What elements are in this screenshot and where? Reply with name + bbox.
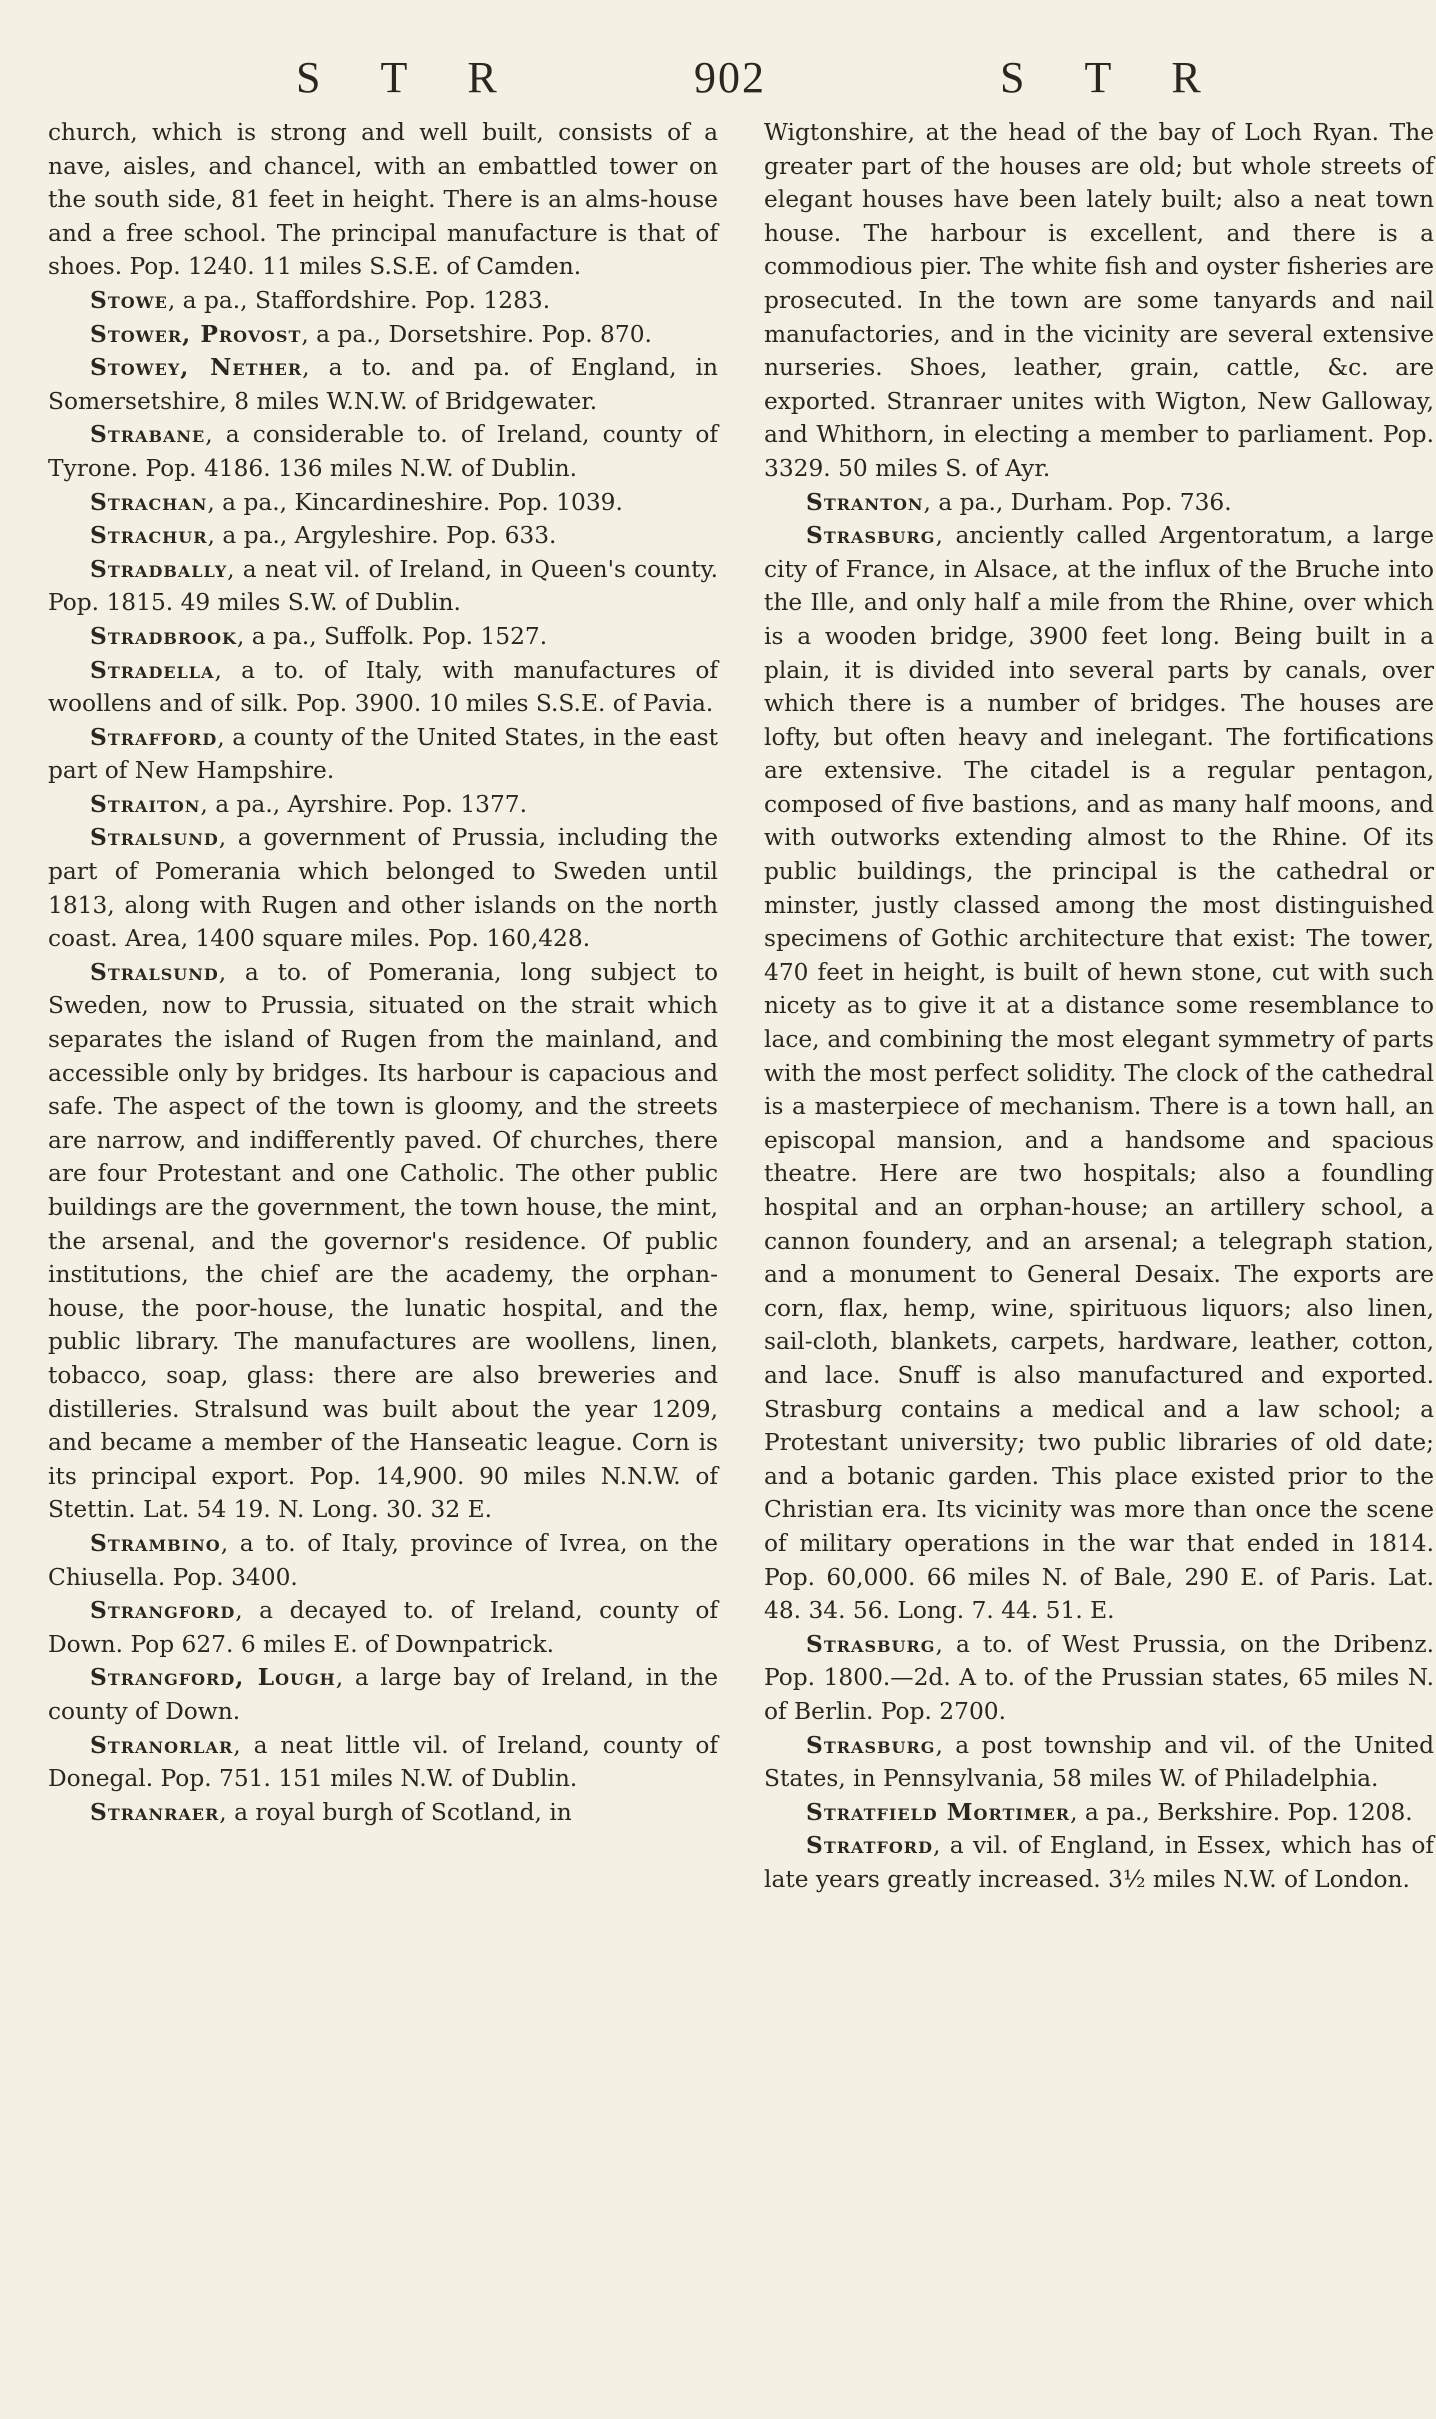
entry-headword: Strasburg — [806, 522, 936, 550]
gazetteer-entry — [48, 486, 718, 520]
gazetteer-entry — [48, 721, 718, 788]
header-letter: S — [296, 53, 323, 102]
gazetteer-entry — [48, 351, 718, 418]
gazetteer-entry — [48, 654, 718, 721]
entry-text: , a vil. of England, in Essex, which has of late years greatly increased. 3½ miles N.W. of London. — [764, 1832, 1434, 1893]
gazetteer-entry — [48, 821, 718, 955]
page-number: 902 — [694, 53, 766, 102]
entry-headword: Stratford — [806, 1832, 933, 1860]
entry-text: , a pa., Staffordshire. Pop. 1283. — [167, 286, 551, 314]
entry-headword: Stranton — [806, 488, 924, 516]
header-left-letters — [296, 52, 557, 103]
entry-headword: Stranraer — [90, 1798, 220, 1826]
entry-text: , a to. of Italy, with manufactures of woollens and of silk. Pop. 3900. 10 miles S.S.E. of Pavia. — [48, 656, 718, 718]
entry-headword: Strangford — [90, 1597, 236, 1625]
entry-text: , a royal burgh of Scotland, in — [219, 1798, 572, 1826]
entry-headword: Strasburg — [806, 1630, 936, 1658]
gazetteer-entry — [48, 418, 718, 485]
entry-headword: Stradbally — [90, 555, 228, 583]
entry-text: , a post township and vil. of the United States, in Pennsylvania, 58 miles W. of Philadelphia. — [764, 1731, 1434, 1793]
gazetteer-entry — [48, 284, 718, 318]
gazetteer-entry — [764, 116, 1434, 486]
entry-text: , a to. of Italy, province of Ivrea, on the Chiusella. Pop. 3400. — [48, 1529, 718, 1591]
entry-text: , a pa., Ayrshire. Pop. 1377. — [200, 790, 528, 818]
gazetteer-entry — [764, 486, 1434, 520]
entry-headword: Strafford — [90, 723, 218, 751]
gazetteer-entry — [48, 620, 718, 654]
gazetteer-entry — [48, 1594, 718, 1661]
gazetteer-entry — [48, 1796, 718, 1830]
gazetteer-entry — [764, 519, 1434, 1628]
entry-headword: Strangford, Lough — [90, 1664, 336, 1692]
gazetteer-entry — [48, 318, 718, 352]
entry-headword: Stralsund — [90, 824, 219, 852]
entry-headword: Stowey, Nether — [90, 354, 303, 382]
header-letter: T — [1084, 53, 1114, 102]
header-right-letters — [1000, 52, 1261, 103]
entry-headword: Strambino — [90, 1529, 221, 1557]
entry-headword: Stranorlar — [90, 1731, 234, 1759]
gazetteer-entry — [48, 956, 718, 1527]
entry-text: , a pa., Kincardineshire. Pop. 1039. — [207, 488, 623, 516]
entry-text: , a to. of West Prussia, on the Dribenz. Pop. 1800.—2d. A to. of the Prussian states, 65 miles N. of Berlin. Pop. 2700. — [764, 1630, 1434, 1725]
entry-headword: Stower, Provost — [90, 320, 302, 348]
entry-headword: Stratfield Mortimer — [806, 1798, 1071, 1826]
gazetteer-entry — [48, 1661, 718, 1728]
entry-text: Wigtonshire, at the head of the bay of Loch Ryan. The greater part of the houses are old; but whole streets of elegant houses have been lately built; also a neat town house. The harbour is excellent, and there is a commodious pier. The white fish and oyster fisheries are prosecuted. In the town are some tanyards and nail manufactories, and in the vicinity are several extensive nurseries. Shoes, leather, grain, cattle, &c. are exported. Stranraer unites with Wigton, New Galloway, and Whithorn, in electing a member to parliament. Pop. 3329. 50 miles S. of Ayr. — [764, 119, 1434, 482]
entry-headword: Stradbrook — [90, 622, 237, 650]
entry-text: , a large bay of Ireland, in the county of Down. — [48, 1664, 718, 1725]
entry-text: , a pa., Argyleshire. Pop. 633. — [207, 522, 557, 550]
entry-text: , a to. and pa. of England, in Somersetshire, 8 miles W.N.W. of Bridgewater. — [48, 354, 718, 415]
gazetteer-entry — [48, 116, 718, 284]
left-column — [48, 116, 718, 1829]
entry-text: , a decayed to. of Ireland, county of Down. Pop 627. 6 miles E. of Downpatrick. — [48, 1597, 718, 1658]
entry-text: , a pa., Dorsetshire. Pop. 870. — [301, 320, 652, 348]
gazetteer-entry — [764, 1729, 1434, 1796]
entry-headword: Strasburg — [806, 1731, 936, 1759]
entry-headword: Strachan — [90, 488, 208, 516]
entry-text: , a to. of Pomerania, long subject to Sweden, now to Prussia, situated on the strait which separates the island of Rugen from the mainland, and accessible only by bridges. Its harbour is capacious and safe. The aspect of the town is gloomy, and the streets are narrow, and indifferently paved. Of churches, there are four Protestant and one Catholic. The other public buildings are the government, the town house, the mint, the arsenal, and the governor's residence. Of public institutions, the chief are the academy, the orphan-house, the poor-house, the lunatic hospital, and the public library. The manufactures are woollens, linen, tobacco, soap, glass: there are also breweries and distilleries. Stralsund was built about the year 1209, and became a member of the Hanseatic league. Corn is its principal export. Pop. 14,900. 90 miles N.N.W. of Stettin. Lat. 54 19. N. Long. 30. 32 E. — [48, 958, 718, 1524]
header-letter: T — [380, 53, 410, 102]
entry-text: , a considerable to. of Ireland, county of Tyrone. Pop. 4186. 136 miles N.W. of Dublin. — [48, 421, 718, 482]
entry-headword: Straiton — [90, 790, 201, 818]
entry-text: , anciently called Argentoratum, a large city of France, in Alsace, at the influx of the Bruche into the Ille, and only half a mile from the Rhine, over which is a wooden bridge, 3900 feet long. Being built in a plain, it is divided into several parts by canals, over which there is a number of bridges. The houses are lofty, but often heavy and inelegant. The fortifications are extensive. The citadel is a regular pentagon, composed of five bastions, and as many half moons, and with outworks extending almost to the Rhine. Of its public buildings, the principal is the cathedral or minster, justly classed among the most distinguished specimens of Gothic architecture that exist: The tower, 470 feet in height, is built of hewn stone, cut with such nicety as to give it at a distance some resemblance to lace, and combining the most elegant symmetry of parts with the most perfect solidity. The clock of the cathedral is a masterpiece of mechanism. There is a town hall, an episcopal mansion, and a handsome and spacious theatre. Here are two hospitals; also a foundling hospital and an orphan-house; an artillery school, a cannon foundery, and an arsenal; a telegraph station, and a monument to General Desaix. The exports are corn, flax, hemp, wine, spirituous liquors; also linen, sail-cloth, blankets, carpets, hardware, leather, cotton, and lace. Snuff is also manufactured and exported. Strasburg contains a medical and a law school; a Protestant university; two public libraries of old date; and a botanic garden. This place existed prior to the Christian era. Its vicinity was more than once the scene of military operations in the war that ended in 1814. Pop. 60,000. 66 miles N. of Bale, 290 E. of Paris. Lat. 48. 34. 56. Long. 7. 44. 51. E. — [764, 522, 1434, 1625]
running-header — [0, 52, 1436, 112]
gazetteer-entry — [764, 1796, 1434, 1830]
entry-text: , a neat little vil. of Ireland, county of Donegal. Pop. 751. 151 miles N.W. of Dublin. — [48, 1731, 718, 1793]
entry-text: , a pa., Suffolk. Pop. 1527. — [236, 622, 548, 650]
header-letter: R — [1171, 53, 1203, 102]
entry-headword: Strabane — [90, 421, 206, 449]
gazetteer-entry — [764, 1829, 1434, 1896]
gazetteer-entry — [764, 1628, 1434, 1729]
gazetteer-entry — [48, 788, 718, 822]
gazetteer-entry — [48, 519, 718, 553]
gazetteer-entry — [48, 1729, 718, 1796]
gazetteer-entry — [48, 553, 718, 620]
entry-headword: Stradella — [90, 656, 215, 684]
entry-text: , a pa., Berkshire. Pop. 1208. — [1070, 1798, 1413, 1826]
right-column — [764, 116, 1434, 1896]
gazetteer-entry — [48, 1527, 718, 1594]
entry-headword: Strachur — [90, 522, 208, 550]
entry-text: , a neat vil. of Ireland, in Queen's county. Pop. 1815. 49 miles S.W. of Dublin. — [48, 555, 718, 617]
entry-text: , a government of Prussia, including the part of Pomerania which belonged to Sweden until 1813, along with Rugen and other islands on the north coast. Area, 1400 square miles. Pop. 160,428. — [48, 824, 718, 953]
header-letter: R — [467, 53, 499, 102]
header-letter: S — [1000, 53, 1027, 102]
entry-text: , a pa., Durham. Pop. 736. — [923, 488, 1232, 516]
entry-text: , a county of the United States, in the east part of New Hampshire. — [48, 723, 718, 785]
entry-headword: Stralsund — [90, 958, 219, 986]
entry-text: church, which is strong and well built, consists of a nave, aisles, and chancel, with an embattled tower on the south side, 81 feet in height. There is an alms-house and a free school. The principal manufacture is that of shoes. Pop. 1240. 11 miles S.S.E. of Camden. — [48, 119, 718, 281]
entry-headword: Stowe — [90, 286, 168, 314]
